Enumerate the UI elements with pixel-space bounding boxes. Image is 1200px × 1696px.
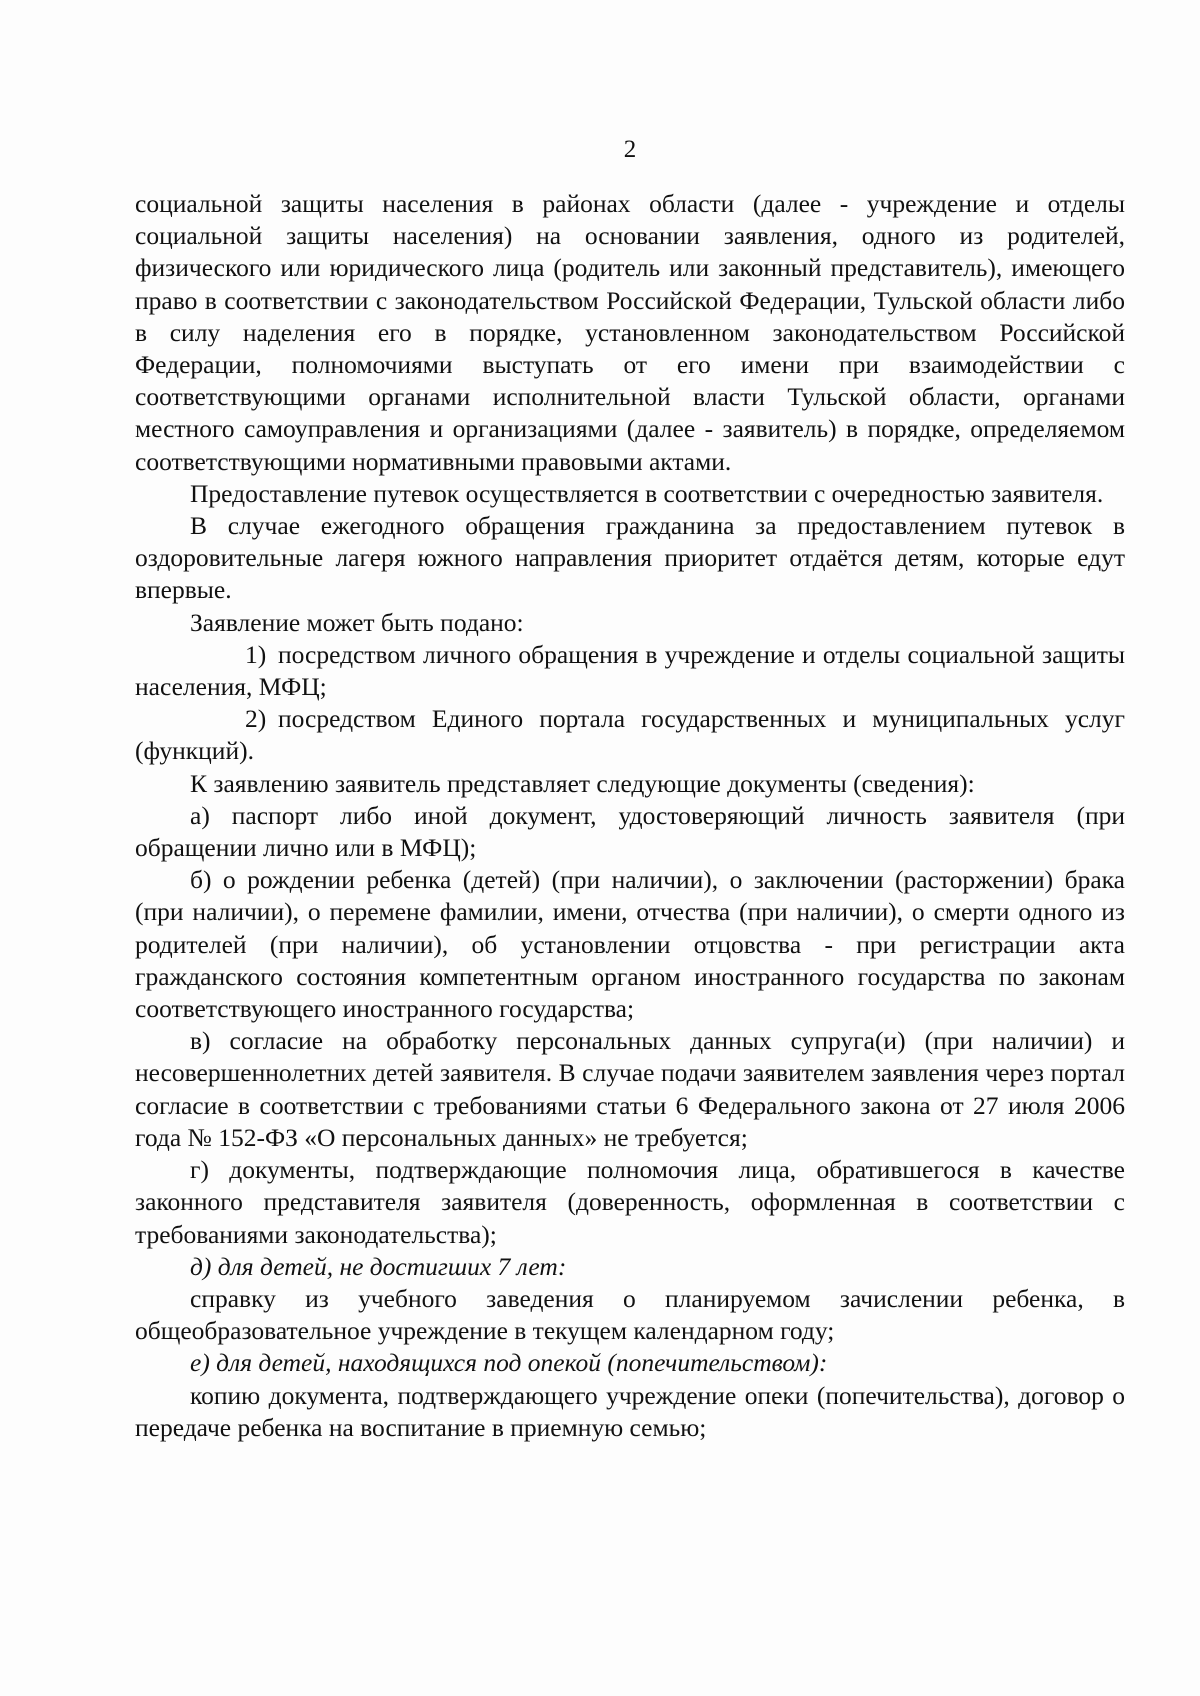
list-item-2 [135, 703, 1125, 767]
list-item-2-number: 2) [245, 704, 267, 734]
paragraph-submission: Заявление может быть подано: [190, 607, 524, 637]
paragraph-g: г) документы, подтверждающие полномочия лица, обратившегося в качестве законного представителя заявителя (доверенность, оформленная в соответствии с требованиями законодательства); [135, 1155, 1125, 1249]
paragraph-documents: К заявлению заявитель представляет следующие документы (сведения): [190, 768, 975, 798]
paragraph-v: в) согласие на обработку персональных данных супруга(и) (при наличии) и несовершеннолетних детей заявителя. В случае подачи заявителем заявления через портал согласие в соответствии с требованиями статьи 6 Федерального закона от 27 июля 2006 года № 152-ФЗ «О персональных данных» не требуется; [135, 1026, 1125, 1152]
list-item-1 [135, 639, 1125, 703]
paragraph-d-heading: д) для детей, не достигших 7 лет: [190, 1251, 567, 1281]
list-item-2-text: посредством Единого портала государственных и муниципальных услуг (функций). [135, 704, 1125, 766]
paragraph-intro: социальной защиты населения в районах области (далее - учреждение и отделы социальной защиты населения) на основании заявления, одного из родителей, физического или юридического лица (родитель или законный представитель), имеющего право в соответствии с законодательством Российской Федерации, Тульской области либо в силу наделения его в порядке, установленном законодательством Российской Федерации, полномочиями выступать от его имени при взаимодействии с соответствующими органами исполнительной власти Тульской области, органами местного самоуправления и организациями (далее - заявитель) в порядке, определяемом соответствующими нормативными правовыми актами. [135, 189, 1125, 476]
list-item-1-number: 1) [245, 639, 267, 669]
paragraph-e-text: копию документа, подтверждающего учреждение опеки (попечительства), договор о передаче ребенка на воспитание в приемную семью; [135, 1380, 1125, 1442]
paragraph-e-heading: е) для детей, находящихся под опекой (попечительством): [190, 1348, 828, 1378]
page-number: 2 [623, 136, 637, 163]
paragraph-d-text: справку из учебного заведения о планируемом зачислении ребенка, в общеобразовательное учреждение в текущем календарном году; [135, 1283, 1125, 1346]
paragraph-a: а) паспорт либо иной документ, удостоверяющий личность заявителя (при обращении лично или в МФЦ); [135, 800, 1125, 863]
paragraph-b: б) о рождении ребенка (детей) (при наличии), о заключении (расторжении) брака (при наличии), о перемене фамилии, имени, отчества (при наличии), о смерти одного из родителей (при наличии), об установлении отцовства - при регистрации акта гражданского состояния компетентным органом иностранного государства по законам соответствующего иностранного государства; [135, 865, 1125, 1024]
list-item-1-text: посредством личного обращения в учреждение и отделы социальной защиты населения, МФЦ; [135, 639, 1125, 702]
paragraph-annual-request: В случае ежегодного обращения гражданина за предоставлением путевок в оздоровительные лагеря южного направления приоритет отдаётся детям, которые едут впервые. [135, 511, 1125, 605]
document-body [135, 188, 1125, 1444]
paragraph-vouchers: Предоставление путевок осуществляется в соответствии с очередностью заявителя. [190, 478, 1104, 508]
